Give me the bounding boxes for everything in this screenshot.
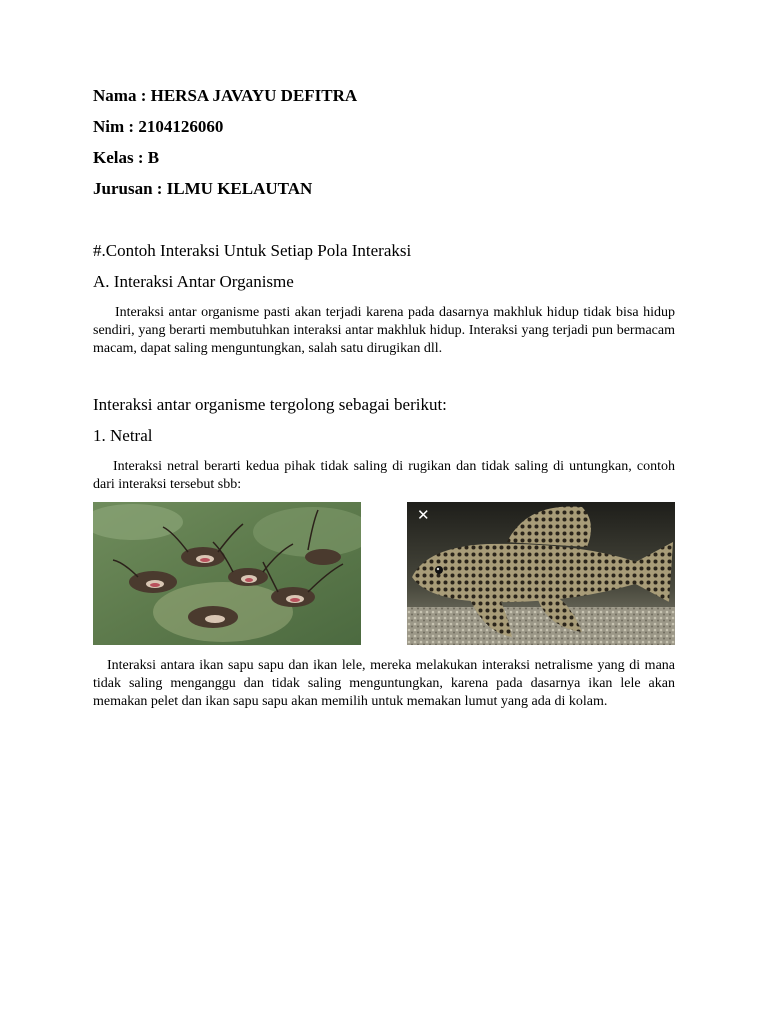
- neutral-heading: 1. Netral: [93, 426, 153, 445]
- section-title: #.Contoh Interaksi Untuk Setiap Pola Interaksi: [93, 241, 412, 260]
- student-name: Nama : HERSA JAVAYU DEFITRA: [93, 86, 358, 105]
- catfish-photo: [93, 502, 361, 645]
- student-class: Kelas : B: [93, 148, 160, 167]
- plecostomus-image: [407, 502, 675, 645]
- caption-paragraph: Interaksi antara ikan sapu sapu dan ikan lele, mereka melakukan interaksi netralisme yang di mana tidak saling menganggu dan tidak saling menguntungkan, karena pada dasarnya ikan lele akan memakan pelet dan ikan sapu sapu akan memilih untuk memakan lumut yang ada di kolam.: [93, 658, 675, 709]
- catfish-image: [93, 502, 361, 645]
- student-major: Jurusan : ILMU KELAUTAN: [93, 179, 313, 198]
- intro-paragraph: Interaksi antar organisme pasti akan terjadi karena pada dasarnya makhluk hidup tidak bisa hidup sendiri, yang berarti membutuhkan interaksi antar makhluk hidup. Interaksi yang terjadi pun bermacam macam, dapat saling menguntungkan, salah satu dirugikan dll.: [93, 305, 675, 356]
- neutral-paragraph: Interaksi netral berarti kedua pihak tidak saling di rugikan dan tidak saling di untungkan, contoh dari interaksi tersebut sbb:: [93, 459, 675, 492]
- plecostomus-photo: [407, 502, 675, 645]
- student-nim: Nim : 2104126060: [93, 117, 224, 136]
- close-icon[interactable]: ✕: [417, 506, 430, 524]
- classification-heading: Interaksi antar organisme tergolong sebagai berikut:: [93, 395, 447, 414]
- section-subtitle: A. Interaksi Antar Organisme: [93, 272, 294, 291]
